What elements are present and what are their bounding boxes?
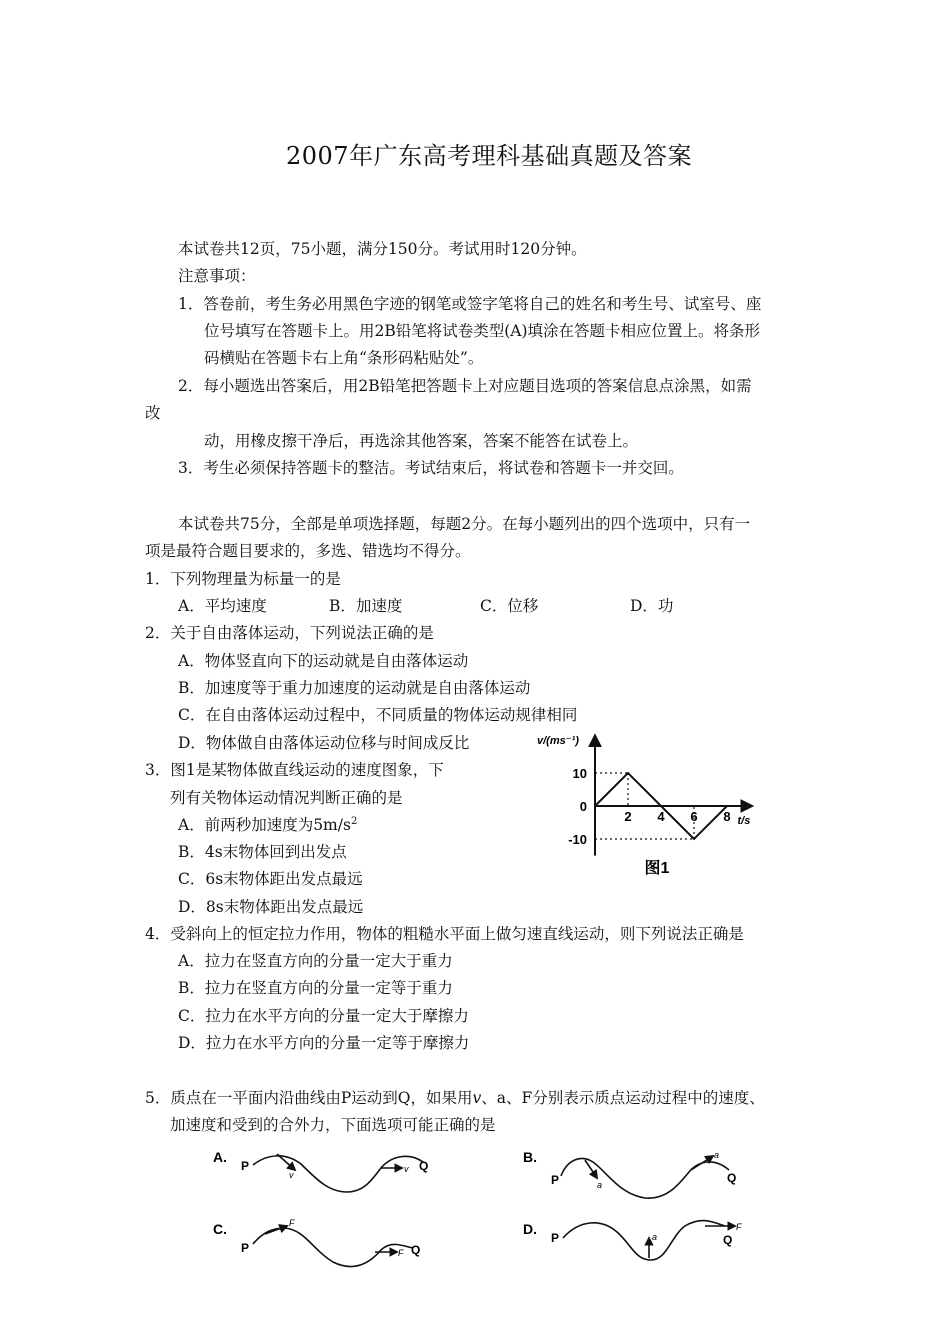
- x-tick-label: 6: [690, 809, 698, 824]
- notice-item-1-line-2: 位号填写在答题卡上。用2B铅笔将试卷类型(A)填涂在答题卡相应位置上。将条形: [204, 322, 761, 340]
- acceleration-label: a: [652, 1232, 658, 1242]
- q3-option-a-text: A．前两秒加速度为5m/s: [178, 816, 351, 834]
- velocity-label: v: [404, 1164, 409, 1174]
- x-tick-label: 8: [723, 809, 731, 824]
- section-instructions-line-1: 本试卷共75分，全部是单项选择题，每题2分。在每小题列出的四个选项中，只有一: [178, 515, 751, 533]
- trajectory-curve: [561, 1158, 729, 1198]
- velocity-label: v: [289, 1170, 294, 1180]
- trajectory-curve: [253, 1228, 413, 1266]
- notice-item-2-line-2: 动，用橡皮擦干净后，再选涂其他答案，答案不能答在试卷上。: [204, 432, 639, 450]
- q1-option-b: B．加速度: [329, 597, 403, 615]
- q5-option-c-label: C.: [213, 1221, 227, 1237]
- p-label: P: [241, 1159, 250, 1173]
- figure-1-velocity-chart: [525, 728, 785, 888]
- acceleration-label: a: [597, 1180, 603, 1190]
- q5-diagrams: [205, 1140, 765, 1275]
- q5-option-a-label: A.: [213, 1149, 227, 1165]
- q1-option-d: D．功: [630, 597, 674, 615]
- q5-stem-v: v: [472, 1089, 482, 1107]
- figure-caption: 图1: [644, 860, 670, 877]
- q5-option-b-label: B.: [523, 1149, 537, 1165]
- notice-heading: 注意事项：: [178, 267, 256, 285]
- q3-option-b: B．4s末物体回到出发点: [178, 843, 347, 861]
- section-instructions-line-2: 项是最符合题目要求的，多选、错选均不得分。: [145, 542, 471, 560]
- q1-option-c: C．位移: [480, 597, 539, 615]
- p-label: P: [551, 1173, 560, 1187]
- q4-stem: 4．受斜向上的恒定拉力作用，物体的粗糙水平面上做匀速直线运动，则下列说法正确是: [145, 925, 744, 943]
- q1-stem: 1．下列物理量为标量一的是: [145, 570, 341, 588]
- y-tick-label: -10: [568, 832, 587, 847]
- x-tick-label: 4: [657, 809, 665, 824]
- p-label: P: [241, 1241, 250, 1255]
- q3-option-c: C．6s末物体距出发点最远: [178, 870, 363, 888]
- q5-diagram-d: [523, 1221, 742, 1260]
- q5-diagram-b: [523, 1149, 736, 1198]
- force-vector: [265, 1226, 287, 1234]
- q3-option-d: D．8s末物体距出发点最远: [178, 898, 364, 916]
- q5-stem-line-2: 加速度和受到的合外力，下面选项可能正确的是: [170, 1116, 496, 1134]
- q3-option-a-exponent: 2: [350, 815, 358, 827]
- q5-stem-post: 、a、F分别表示质点运动过程中的速度、: [481, 1089, 765, 1107]
- q-label: Q: [723, 1233, 733, 1247]
- force-label: F: [736, 1222, 742, 1232]
- q2-option-c: C．在自由落体运动过程中，不同质量的物体运动规律相同: [178, 706, 578, 724]
- q2-stem: 2．关于自由落体运动，下列说法正确的是: [145, 624, 434, 642]
- trajectory-curve: [563, 1221, 725, 1260]
- q3-stem-line-1: 3．图1是某物体做直线运动的速度图象，下: [145, 761, 444, 779]
- q-label: Q: [411, 1243, 421, 1257]
- q5-stem-line-1: [145, 1086, 765, 1108]
- y-axis-label: v/(ms⁻¹): [537, 735, 579, 747]
- q5-stem-pre: 5．质点在一平面内沿曲线由P运动到Q，如果用: [145, 1089, 473, 1107]
- force-label: F: [398, 1248, 404, 1258]
- q4-option-c: C．拉力在水平方向的分量一定大于摩擦力: [178, 1007, 469, 1025]
- q5-diagram-a: [213, 1149, 428, 1192]
- notice-item-1-line-3: 码横贴在答题卡右上角“条形码粘贴处”。: [204, 349, 484, 367]
- q2-option-a: A．物体竖直向下的运动就是自由落体运动: [178, 652, 469, 670]
- notice-item-3: 3．考生必须保持答题卡的整洁。考试结束后，将试卷和答题卡一并交回。: [178, 459, 684, 477]
- force-label: F: [289, 1218, 295, 1228]
- q4-option-b: B．拉力在竖直方向的分量一定等于重力: [178, 979, 453, 997]
- notice-item-1-line-1: 1．答卷前，考生务必用黑色字迹的钢笔或签字笔将自己的姓名和考生号、试室号、座: [178, 295, 762, 313]
- acceleration-vector: [691, 1156, 713, 1170]
- y-tick-label: 0: [579, 799, 587, 814]
- q-label: Q: [727, 1171, 737, 1185]
- q5-diagram-c: [213, 1218, 420, 1266]
- q1-option-a: A．平均速度: [178, 597, 267, 615]
- x-tick-label: 2: [624, 809, 632, 824]
- q5-option-d-label: D.: [523, 1221, 537, 1237]
- p-label: P: [551, 1231, 560, 1245]
- q4-option-a: A．拉力在竖直方向的分量一定大于重力: [178, 952, 453, 970]
- notice-item-2-line-1: 2．每小题选出答案后，用2B铅笔把答题卡上对应题目选项的答案信息点涂黑，如需: [178, 377, 752, 395]
- q2-option-d: D．物体做自由落体运动位移与时间成反比: [178, 734, 470, 752]
- q3-option-a: [178, 813, 357, 835]
- page-title: 2007年广东高考理科基础真题及答案: [286, 142, 693, 170]
- trajectory-curve: [253, 1156, 423, 1192]
- intro-line: 本试卷共12页，75小题，满分150分。考试用时120分钟。: [178, 240, 587, 258]
- notice-item-2-line-1b: 改: [145, 404, 161, 422]
- q-label: Q: [419, 1159, 429, 1173]
- q2-option-b: B．加速度等于重力加速度的运动就是自由落体运动: [178, 679, 531, 697]
- q3-stem-line-2: 列有关物体运动情况判断正确的是: [170, 789, 403, 807]
- acceleration-label: a: [714, 1150, 720, 1160]
- x-axis-label: t/s: [737, 815, 751, 827]
- q4-option-d: D．拉力在水平方向的分量一定等于摩擦力: [178, 1034, 470, 1052]
- y-tick-label: 10: [572, 766, 587, 781]
